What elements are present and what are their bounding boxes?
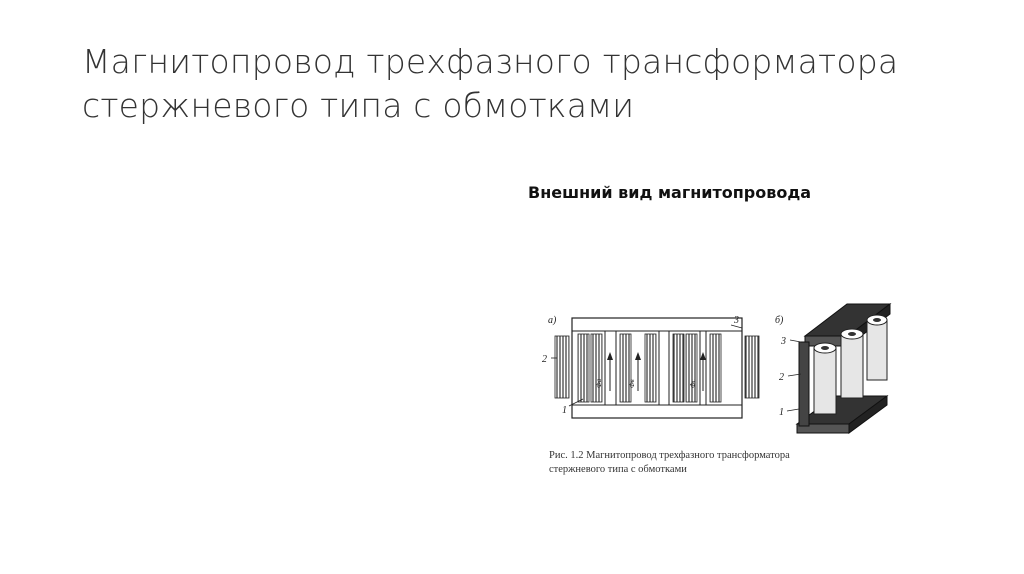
panel-a-label: а)	[548, 315, 557, 326]
winding-cylinder-3	[867, 315, 887, 380]
winding-c-inner	[673, 334, 684, 402]
figure-caption	[549, 449, 869, 477]
slide-title-line-1: Магнитопровод трехфазного трансформатора	[82, 42, 899, 81]
callout-a-2: 2	[542, 354, 547, 365]
callout-b-1: 1	[779, 407, 784, 418]
caption-line-2: стержневого типа с обмотками	[549, 464, 687, 475]
callout-a-1: 1	[562, 405, 567, 416]
winding-b-right	[645, 334, 656, 402]
figure-subtitle: Внешний вид магнитопровода	[528, 183, 812, 202]
winding-a-outer	[578, 334, 589, 402]
flux-arrow-a	[607, 352, 613, 391]
panel-b-label: б)	[775, 315, 784, 326]
winding-outer-left	[555, 336, 569, 398]
left-core-leg	[799, 342, 809, 426]
callout-b-2: 2	[779, 372, 784, 383]
flux-label-c: Фс	[689, 379, 697, 388]
panel-b-core-3d-view	[775, 304, 890, 433]
winding-cylinder-1	[814, 343, 836, 414]
winding-b-left	[620, 334, 631, 402]
slide-title	[82, 40, 962, 128]
winding-c-extra	[710, 334, 721, 402]
flux-label-b: Фв	[628, 379, 636, 388]
callout-b-3: 3	[781, 336, 786, 347]
flux-arrow-c	[700, 352, 706, 391]
winding-a-inner	[591, 334, 602, 402]
winding-c-outer	[686, 334, 697, 402]
winding-cylinder-2	[841, 329, 863, 398]
panel-a-core-front-view	[542, 315, 759, 418]
transformer-figure	[535, 296, 895, 446]
winding-outer-right	[745, 336, 759, 398]
flux-label-a: Фа	[595, 378, 603, 388]
caption-line-1: Рис. 1.2 Магнитопровод трехфазного трансформатора	[549, 450, 790, 461]
slide-title-line-2: стержневого типа с обмотками	[82, 86, 635, 125]
callout-a-3: 3	[734, 315, 739, 326]
